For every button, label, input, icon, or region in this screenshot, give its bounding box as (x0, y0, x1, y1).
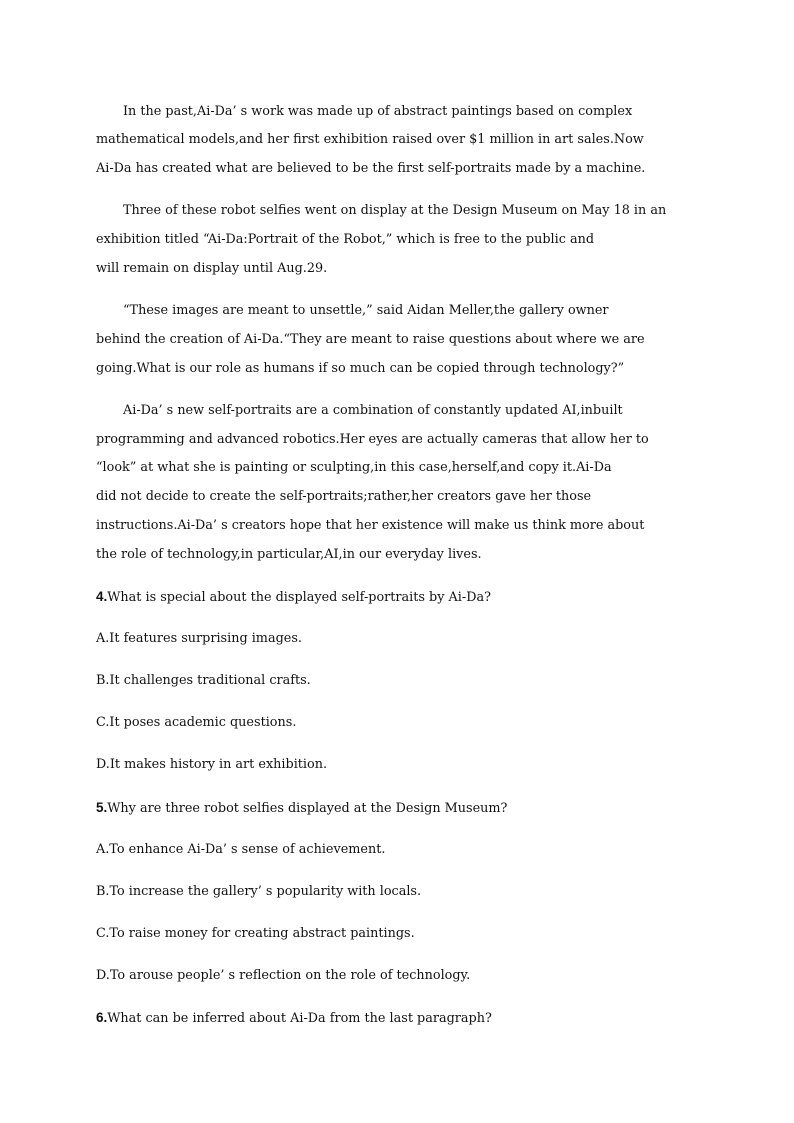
paragraph-1-line-2: mathematical models,and her first exhibition raised over $1 million in art sales.Now (96, 132, 644, 147)
question-4-text: What is special about the displayed self-portraits by Ai-Da? (107, 590, 491, 605)
paragraph-4-line-6: the role of technology,in particular,AI,in our everyday lives. (96, 547, 482, 562)
question-4-option-d: D.It makes history in art exhibition. (96, 757, 328, 772)
question-4-option-a: A.It features surprising images. (96, 631, 302, 646)
paragraph-4-line-1: Ai-Da’ s new self-portraits are a combination of constantly updated AI,inbuilt (123, 403, 623, 418)
paragraph-4-line-3: “look” at what she is painting or sculpting,in this case,herself,and copy it.Ai-Da (96, 460, 612, 475)
question-4-option-c: C.It poses academic questions. (96, 715, 297, 730)
question-4-option-b: B.It challenges traditional crafts. (96, 673, 311, 688)
question-6-stem (96, 1010, 696, 1027)
paragraph-3-line-2: behind the creation of Ai-Da.“They are meant to raise questions about where we are (96, 332, 645, 347)
question-6-number: 6. (96, 1010, 108, 1025)
question-5-option-b: B.To increase the gallery’ s popularity with locals. (96, 884, 422, 899)
question-6-text: What can be inferred about Ai-Da from the last paragraph? (107, 1011, 492, 1026)
question-5-text: Why are three robot selfies displayed at the Design Museum? (107, 801, 508, 816)
question-4-stem (96, 589, 696, 606)
paragraph-1-line-3: Ai-Da has created what are believed to be the first self-portraits made by a machine. (96, 161, 646, 176)
question-5-number: 5. (96, 800, 108, 815)
paragraph-2-line-1: Three of these robot selfies went on display at the Design Museum on May 18 in an (123, 203, 667, 218)
paragraph-3-line-1: “These images are meant to unsettle,” said Aidan Meller,the gallery owner (123, 303, 609, 318)
paragraph-1-line-1: In the past,Ai-Da’ s work was made up of abstract paintings based on complex (123, 104, 633, 119)
paragraph-3-line-3: going.What is our role as humans if so much can be copied through technology?” (96, 361, 625, 376)
question-5-stem (96, 800, 696, 817)
question-5-option-c: C.To raise money for creating abstract paintings. (96, 926, 415, 941)
paragraph-2-line-2: exhibition titled “Ai-Da:Portrait of the Robot,” which is free to the public and (96, 232, 595, 247)
question-4-number: 4. (96, 589, 108, 604)
question-5-option-a: A.To enhance Ai-Da’ s sense of achievement. (96, 842, 386, 857)
paragraph-4-line-5: instructions.Ai-Da’ s creators hope that her existence will make us think more about (96, 518, 645, 533)
paragraph-4-line-4: did not decide to create the self-portraits;rather,her creators gave her those (96, 489, 592, 504)
paragraph-4-line-2: programming and advanced robotics.Her eyes are actually cameras that allow her to (96, 432, 649, 447)
paragraph-2-line-3: will remain on display until Aug.29. (96, 261, 328, 276)
question-5-option-d: D.To arouse people’ s reflection on the role of technology. (96, 968, 471, 983)
